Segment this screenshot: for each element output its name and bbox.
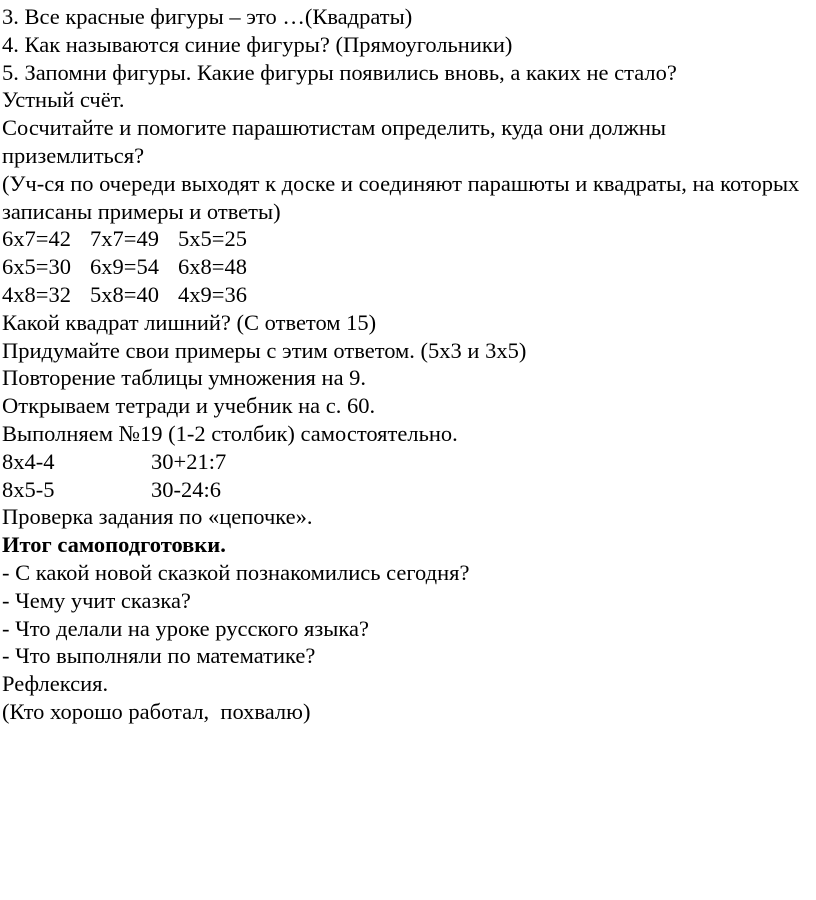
task-row — [2, 476, 812, 504]
example-cell: 6х7=42 — [2, 226, 71, 252]
text-line-repeat-table: Повторение таблицы умножения на 9. — [2, 365, 367, 391]
text-line-blue-figures: 4. Как называются синие фигуры? (Прямоугольники) — [2, 31, 513, 57]
question-new-tale: - С какой новой сказкой познакомились сегодня? — [2, 559, 470, 585]
question-russian-lesson: - Что делали на уроке русского языка? — [2, 615, 369, 641]
text-line-open-notebooks: Открываем тетради и учебник на с. 60. — [2, 393, 376, 419]
example-cell: 7х7=49 — [90, 226, 159, 252]
example-cell: 5х8=40 — [90, 281, 159, 307]
text-line-parachutists: Сосчитайте и помогите парашютистам определить, куда они должны приземлиться? — [2, 115, 667, 168]
multiplication-examples — [2, 225, 812, 308]
text-line-oral-count: Устный счёт. — [2, 87, 125, 113]
text-line-reflection: Рефлексия. — [2, 671, 109, 697]
example-cell: 6х8=48 — [178, 254, 247, 280]
text-line-remember-figures: 5. Запомни фигуры. Какие фигуры появились вновь, а каких не стало? — [2, 59, 677, 85]
example-cell: 5х5=25 — [178, 226, 247, 252]
example-cell: 4х8=32 — [2, 281, 71, 307]
task-row — [2, 448, 812, 476]
task-cell: 8х5-5 — [2, 476, 55, 502]
text-line-do-task: Выполняем №19 (1-2 столбик) самостоятельно. — [2, 420, 458, 446]
multiplication-row — [2, 225, 812, 253]
question-tale-teaches: - Чему учит сказка? — [2, 587, 191, 613]
example-cell: 4х9=36 — [178, 281, 247, 307]
task-cell: 8х4-4 — [2, 448, 55, 474]
task-cell: 30+21:7 — [151, 448, 227, 474]
multiplication-row — [2, 253, 812, 281]
example-cell: 6х5=30 — [2, 254, 71, 280]
text-line-praise: (Кто хорошо работал, похвалю) — [2, 698, 311, 724]
section-heading-summary: Итог самоподготовки. — [2, 532, 226, 558]
example-cell: 6х9=54 — [90, 254, 159, 280]
text-line-students-board: (Уч-ся по очереди выходят к доске и соединяют парашюты и квадраты, на которых записаны примеры и ответы) — [2, 170, 800, 224]
text-line-extra-square: Какой квадрат лишний? (С ответом 15) — [2, 309, 377, 335]
text-line-chain-check: Проверка задания по «цепочке». — [2, 504, 313, 530]
text-line-own-examples: Придумайте свои примеры с этим ответом. (5х3 и 3х5) — [2, 337, 527, 363]
task-examples — [2, 448, 812, 504]
text-line-red-figures: 3. Все красные фигуры – это …(Квадраты) — [2, 4, 413, 29]
task-cell: 30-24:6 — [151, 476, 221, 502]
question-math: - Что выполняли по математике? — [2, 643, 316, 669]
document-page — [2, 3, 812, 726]
multiplication-row — [2, 281, 812, 309]
